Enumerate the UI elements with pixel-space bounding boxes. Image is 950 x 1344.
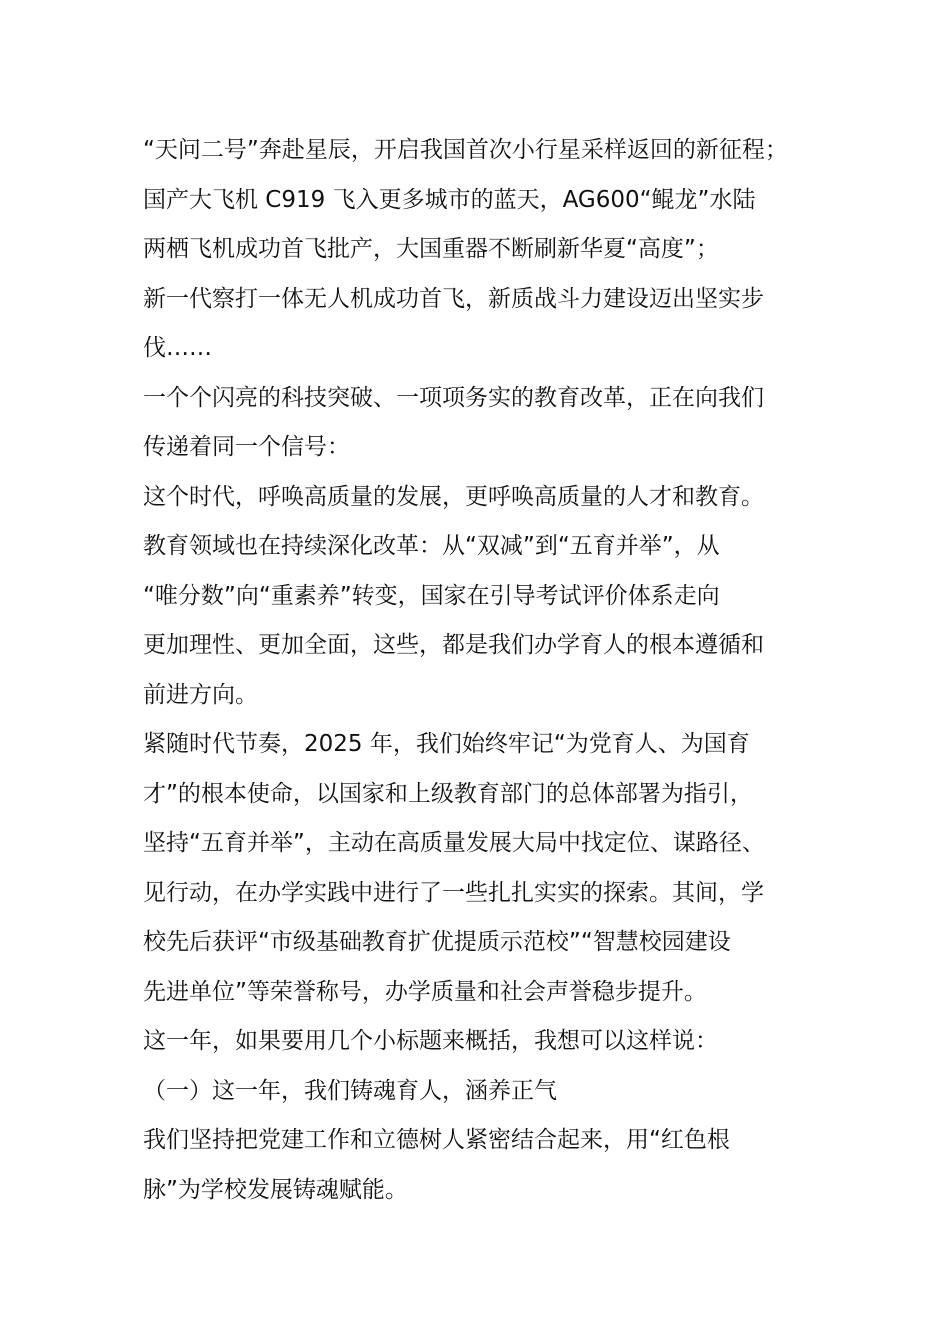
- text-line: 紧随时代节奏，2025 年，我们始终牢记“为党育人、为国育: [143, 731, 750, 757]
- text-line: 校先后获评“市级基础教育扩优提质示范校”“智慧校园建设: [143, 929, 731, 955]
- text-line: 一个个闪亮的科技突破、一项项务实的教育改革，正在向我们: [143, 384, 764, 411]
- text-line: 坚持“五育并举”，主动在高质量发展大局中找定位、谋路径、: [143, 830, 765, 856]
- text-line: 见行动，在办学实践中进行了一些扎扎实实的探索。其间，学: [143, 879, 764, 906]
- text-line: 先进单位”等荣誉称号，办学质量和社会声誉稳步提升。: [143, 978, 707, 1005]
- section-heading: （一）这一年，我们铸魂育人，涵养正气: [143, 1077, 557, 1104]
- text-line: “天问二号”奔赴星辰，开启我国首次小行星采样返回的新征程；: [143, 137, 788, 163]
- text-line: 我们坚持把党建工作和立德树人紧密结合起来，用“红色根: [143, 1127, 730, 1153]
- text-line: 传递着同一个信号：: [143, 434, 350, 460]
- text-line: 前进方向。: [143, 681, 258, 708]
- text-line: 这个时代，呼唤高质量的发展，更呼唤高质量的人才和教育。: [143, 483, 764, 510]
- text-line: 伐……: [143, 335, 212, 361]
- text-line: 教育领域也在持续深化改革：从“双减”到“五育并举”，从: [143, 533, 720, 559]
- text-line: “唯分数”向“重素养”转变，国家在引导考试评价体系走向: [143, 582, 720, 609]
- text-line: 脉”为学校发展铸魂赋能。: [143, 1176, 408, 1203]
- document-body: [143, 126, 833, 1215]
- text-line: 国产大飞机 C919 飞入更多城市的蓝天，AG600“鲲龙”水陆: [143, 186, 756, 213]
- text-line: 才”的根本使命，以国家和上级教育部门的总体部署为指引，: [143, 780, 753, 807]
- text-line: 这一年，如果要用几个小标题来概括，我想可以这样说：: [143, 1028, 718, 1054]
- text-line: 两栖飞机成功首飞批产，大国重器不断刷新华夏“高度”；: [143, 236, 719, 262]
- text-line: 更加理性、更加全面，这些，都是我们办学育人的根本遵循和: [143, 632, 764, 658]
- text-line: 新一代察打一体无人机成功首飞，新质战斗力建设迈出坚实步: [143, 285, 764, 312]
